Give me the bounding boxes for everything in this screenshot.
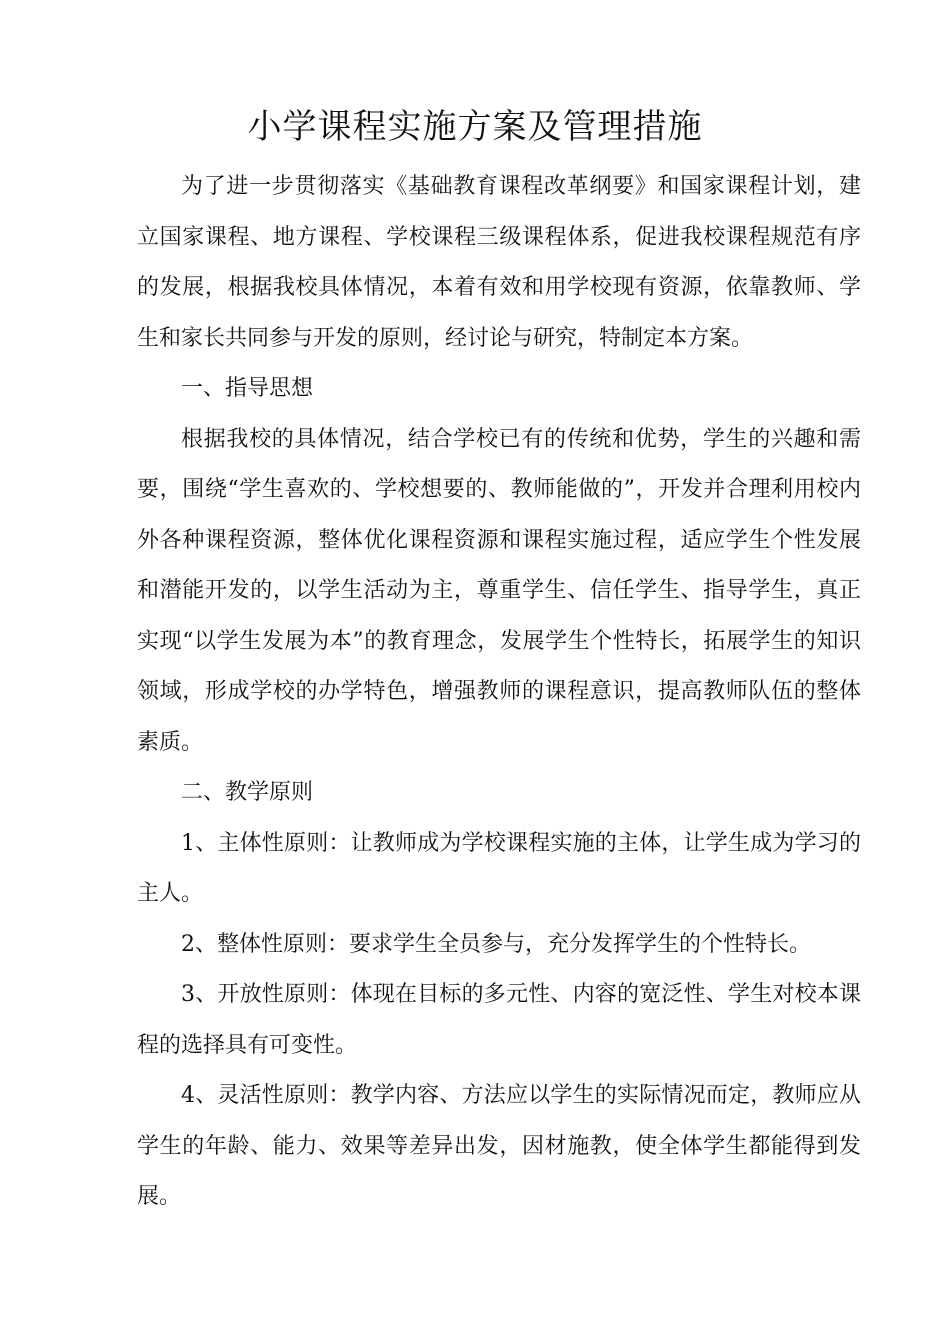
document-title: 小学课程实施方案及管理措施	[247, 107, 703, 147]
document-body	[137, 162, 861, 1223]
section-heading-guiding-ideology: 一、指导思想	[181, 376, 314, 401]
principle-subjectivity: 1、主体性原则：让教师成为学校课程实施的主体，让学生成为学习的主人。	[137, 830, 861, 906]
principle-integrity: 2、整体性原则：要求学生全员参与，充分发挥学生的个性特长。	[181, 931, 811, 957]
intro-paragraph: 为了进一步贯彻落实《基础教育课程改革纲要》和国家课程计划，建立国家课程、地方课程、学校课程三级课程体系，促进我校课程规范有序的发展，根据我校具体情况，本着有效和用学校现有资源，依靠教师、学生和家长共同参与开发的原则，经讨论与研究，特制定本方案。	[137, 174, 861, 351]
section-heading-teaching-principles: 二、教学原则	[181, 780, 314, 805]
guiding-ideology-paragraph: 根据我校的具体情况，结合学校已有的传统和优势，学生的兴趣和需要，围绕“学生喜欢的、学校想要的、教师能做的”，开发并合理利用校内外各种课程资源，整体优化课程资源和课程实施过程，适应学生个性发展和潜能开发的，以学生活动为主，尊重学生、信任学生、指导学生，真正实现“以学生发展为本”的教育理念，发展学生个性特长，拓展学生的知识领域，形成学校的办学特色，增强教师的课程意识，提高教师队伍的整体素质。	[137, 426, 861, 755]
principle-openness: 3、开放性原则：体现在目标的多元性、内容的宽泛性、学生对校本课程的选择具有可变性。	[137, 982, 861, 1058]
principle-flexibility: 4、灵活性原则：教学内容、方法应以学生的实际情况而定，教师应从学生的年龄、能力、效果等差异出发，因材施教，使全体学生都能得到发展。	[137, 1083, 861, 1209]
